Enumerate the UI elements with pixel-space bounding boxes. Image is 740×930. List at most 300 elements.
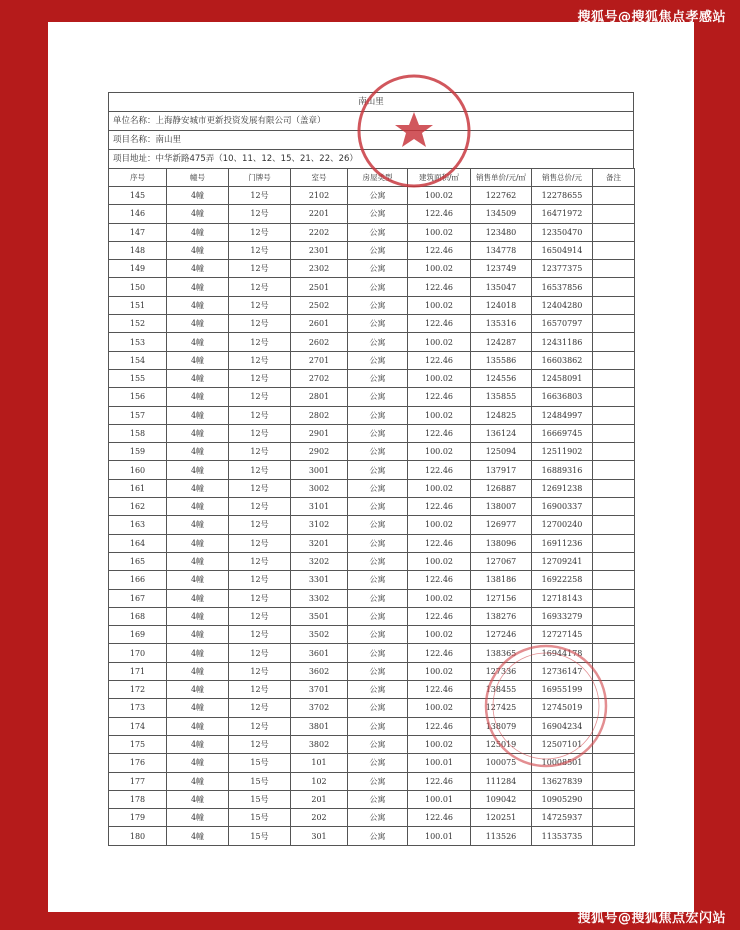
column-header: 序号 <box>109 169 167 187</box>
table-cell: 公寓 <box>348 717 408 735</box>
table-cell: 100.02 <box>408 406 471 424</box>
table-cell: 公寓 <box>348 406 408 424</box>
table-cell <box>593 607 635 625</box>
table-cell: 12号 <box>229 223 291 241</box>
table-cell: 3601 <box>291 644 348 662</box>
table-cell: 12号 <box>229 699 291 717</box>
table-cell <box>593 662 635 680</box>
table-cell: 124018 <box>471 296 532 314</box>
table-row <box>109 552 635 570</box>
table-cell: 202 <box>291 809 348 827</box>
table-cell: 134778 <box>471 241 532 259</box>
column-header: 门牌号 <box>229 169 291 187</box>
table-cell: 100.02 <box>408 699 471 717</box>
table-cell: 3201 <box>291 534 348 552</box>
table-cell: 122.46 <box>408 241 471 259</box>
table-row <box>109 589 635 607</box>
table-cell: 公寓 <box>348 278 408 296</box>
table-cell: 12号 <box>229 681 291 699</box>
table-cell: 12号 <box>229 187 291 205</box>
table-cell: 公寓 <box>348 571 408 589</box>
table-cell <box>593 443 635 461</box>
table-cell: 16900337 <box>532 498 593 516</box>
table-cell: 4幢 <box>167 443 229 461</box>
price-list-document <box>108 92 634 846</box>
table-cell: 12号 <box>229 717 291 735</box>
watermark-top: 搜狐号@搜狐焦点孝感站 <box>577 10 726 25</box>
table-row <box>109 809 635 827</box>
table-cell: 122762 <box>471 187 532 205</box>
table-cell: 160 <box>109 461 167 479</box>
table-cell: 4幢 <box>167 223 229 241</box>
table-cell: 175 <box>109 735 167 753</box>
table-cell: 158 <box>109 424 167 442</box>
table-cell: 122.46 <box>408 534 471 552</box>
table-cell: 12号 <box>229 205 291 223</box>
table-cell: 301 <box>291 827 348 845</box>
table-row <box>109 424 635 442</box>
table-cell: 4幢 <box>167 388 229 406</box>
table-cell: 122.46 <box>408 205 471 223</box>
table-cell <box>593 461 635 479</box>
table-cell: 3801 <box>291 717 348 735</box>
table-cell: 101 <box>291 754 348 772</box>
table-cell: 4幢 <box>167 662 229 680</box>
table-cell: 100.02 <box>408 626 471 644</box>
table-cell: 3802 <box>291 735 348 753</box>
table-cell: 16944178 <box>532 644 593 662</box>
table-cell: 122.46 <box>408 424 471 442</box>
table-cell: 11353735 <box>532 827 593 845</box>
table-cell: 122.46 <box>408 351 471 369</box>
table-cell: 12号 <box>229 607 291 625</box>
table-cell: 公寓 <box>348 754 408 772</box>
table-cell <box>593 644 635 662</box>
table-cell: 4幢 <box>167 790 229 808</box>
table-cell <box>593 754 635 772</box>
table-cell <box>593 260 635 278</box>
table-cell <box>593 809 635 827</box>
table-cell: 153 <box>109 333 167 351</box>
table-cell <box>593 479 635 497</box>
table-cell: 公寓 <box>348 443 408 461</box>
table-cell <box>593 827 635 845</box>
table-cell: 15号 <box>229 754 291 772</box>
table-cell: 3701 <box>291 681 348 699</box>
table-cell: 125019 <box>471 735 532 753</box>
table-cell: 4幢 <box>167 479 229 497</box>
table-cell <box>593 571 635 589</box>
table-cell: 146 <box>109 205 167 223</box>
table-cell: 164 <box>109 534 167 552</box>
table-cell <box>593 223 635 241</box>
table-row <box>109 717 635 735</box>
table-cell: 2501 <box>291 278 348 296</box>
table-cell: 4幢 <box>167 644 229 662</box>
table-row <box>109 754 635 772</box>
table-cell: 2502 <box>291 296 348 314</box>
table-cell: 2302 <box>291 260 348 278</box>
table-cell <box>593 296 635 314</box>
table-cell: 111284 <box>471 772 532 790</box>
table-cell: 100.02 <box>408 479 471 497</box>
table-cell: 16922258 <box>532 571 593 589</box>
table-cell: 122.46 <box>408 644 471 662</box>
table-cell: 12号 <box>229 443 291 461</box>
table-cell: 4幢 <box>167 241 229 259</box>
table-cell: 12号 <box>229 461 291 479</box>
table-cell: 12377375 <box>532 260 593 278</box>
table-cell: 179 <box>109 809 167 827</box>
table-row <box>109 827 635 845</box>
table-cell: 166 <box>109 571 167 589</box>
table-cell: 100.02 <box>408 552 471 570</box>
table-row <box>109 626 635 644</box>
table-cell <box>593 589 635 607</box>
column-header: 建筑面积/㎡ <box>408 169 471 187</box>
table-cell <box>593 424 635 442</box>
watermark-bottom: 搜狐号@搜狐焦点宏闪站 <box>577 911 726 926</box>
table-cell: 163 <box>109 516 167 534</box>
table-cell: 4幢 <box>167 589 229 607</box>
table-cell: 公寓 <box>348 388 408 406</box>
table-cell: 12号 <box>229 260 291 278</box>
project-address-row: 项目地址：中华新路475弄（10、11、12、15、21、22、26） <box>108 149 634 168</box>
table-cell: 124825 <box>471 406 532 424</box>
table-cell <box>593 717 635 735</box>
table-cell: 12458091 <box>532 369 593 387</box>
table-cell: 100.02 <box>408 516 471 534</box>
table-cell: 2102 <box>291 187 348 205</box>
table-cell: 公寓 <box>348 790 408 808</box>
table-cell: 公寓 <box>348 626 408 644</box>
table-cell: 122.46 <box>408 315 471 333</box>
table-cell: 15号 <box>229 809 291 827</box>
table-cell: 100.01 <box>408 827 471 845</box>
table-cell: 12709241 <box>532 552 593 570</box>
table-cell: 16471972 <box>532 205 593 223</box>
table-cell: 100.02 <box>408 662 471 680</box>
table-cell: 178 <box>109 790 167 808</box>
table-cell: 12号 <box>229 406 291 424</box>
table-cell: 155 <box>109 369 167 387</box>
table-cell: 4幢 <box>167 516 229 534</box>
table-cell: 134509 <box>471 205 532 223</box>
table-cell <box>593 498 635 516</box>
table-cell: 135855 <box>471 388 532 406</box>
table-cell: 4幢 <box>167 260 229 278</box>
table-cell: 公寓 <box>348 424 408 442</box>
table-cell: 4幢 <box>167 827 229 845</box>
table-row <box>109 772 635 790</box>
table-cell: 4幢 <box>167 626 229 644</box>
table-cell: 公寓 <box>348 260 408 278</box>
table-cell: 100.02 <box>408 589 471 607</box>
table-cell: 100.02 <box>408 223 471 241</box>
table-cell <box>593 333 635 351</box>
table-cell: 4幢 <box>167 333 229 351</box>
table-cell <box>593 241 635 259</box>
table-cell: 14725937 <box>532 809 593 827</box>
table-cell: 135316 <box>471 315 532 333</box>
table-cell: 3702 <box>291 699 348 717</box>
table-cell: 16603862 <box>532 351 593 369</box>
table-cell: 公寓 <box>348 699 408 717</box>
table-cell: 120251 <box>471 809 532 827</box>
table-cell: 16933279 <box>532 607 593 625</box>
table-cell: 169 <box>109 626 167 644</box>
table-row <box>109 571 635 589</box>
table-cell: 16636803 <box>532 388 593 406</box>
table-row <box>109 296 635 314</box>
table-cell: 170 <box>109 644 167 662</box>
table-row <box>109 369 635 387</box>
table-cell: 12431186 <box>532 333 593 351</box>
table-cell: 公寓 <box>348 315 408 333</box>
table-cell: 10905290 <box>532 790 593 808</box>
table-cell: 123749 <box>471 260 532 278</box>
table-cell: 公寓 <box>348 644 408 662</box>
table-cell: 2602 <box>291 333 348 351</box>
table-cell: 12号 <box>229 662 291 680</box>
table-cell: 127425 <box>471 699 532 717</box>
table-cell <box>593 516 635 534</box>
table-cell: 公寓 <box>348 735 408 753</box>
table-cell: 138186 <box>471 571 532 589</box>
table-row <box>109 534 635 552</box>
table-cell: 126977 <box>471 516 532 534</box>
table-cell: 12278655 <box>532 187 593 205</box>
table-cell: 138455 <box>471 681 532 699</box>
table-cell: 122.46 <box>408 278 471 296</box>
table-cell <box>593 552 635 570</box>
table-cell: 137917 <box>471 461 532 479</box>
table-cell: 100.02 <box>408 187 471 205</box>
table-cell: 127246 <box>471 626 532 644</box>
table-cell: 公寓 <box>348 205 408 223</box>
column-header: 房屋类型 <box>348 169 408 187</box>
table-cell: 3301 <box>291 571 348 589</box>
table-row <box>109 351 635 369</box>
document-title: 南山里 <box>108 92 634 111</box>
table-cell: 公寓 <box>348 187 408 205</box>
table-cell: 12号 <box>229 479 291 497</box>
table-cell: 公寓 <box>348 662 408 680</box>
table-cell: 4幢 <box>167 187 229 205</box>
table-cell: 12号 <box>229 498 291 516</box>
table-cell: 2901 <box>291 424 348 442</box>
table-cell: 127067 <box>471 552 532 570</box>
table-cell: 150 <box>109 278 167 296</box>
table-cell: 4幢 <box>167 424 229 442</box>
table-cell: 125094 <box>471 443 532 461</box>
table-row <box>109 187 635 205</box>
table-cell: 公寓 <box>348 461 408 479</box>
table-cell: 公寓 <box>348 498 408 516</box>
column-header: 室号 <box>291 169 348 187</box>
table-cell: 159 <box>109 443 167 461</box>
table-cell: 3102 <box>291 516 348 534</box>
table-row <box>109 205 635 223</box>
table-row <box>109 662 635 680</box>
table-cell: 4幢 <box>167 571 229 589</box>
table-cell: 3101 <box>291 498 348 516</box>
table-cell: 4幢 <box>167 315 229 333</box>
table-cell: 12700240 <box>532 516 593 534</box>
table-cell: 4幢 <box>167 735 229 753</box>
table-cell: 4幢 <box>167 717 229 735</box>
table-cell: 138365 <box>471 644 532 662</box>
table-cell: 12号 <box>229 333 291 351</box>
table-cell: 124556 <box>471 369 532 387</box>
table-cell: 12号 <box>229 296 291 314</box>
table-cell <box>593 681 635 699</box>
table-cell: 100.01 <box>408 790 471 808</box>
table-cell: 4幢 <box>167 809 229 827</box>
table-cell: 100.02 <box>408 333 471 351</box>
table-cell: 149 <box>109 260 167 278</box>
table-cell: 2202 <box>291 223 348 241</box>
table-cell: 公寓 <box>348 516 408 534</box>
table-cell: 12718143 <box>532 589 593 607</box>
table-cell: 12号 <box>229 552 291 570</box>
table-cell: 165 <box>109 552 167 570</box>
table-cell: 12691238 <box>532 479 593 497</box>
table-cell: 12号 <box>229 278 291 296</box>
column-header: 销售总价/元 <box>532 169 593 187</box>
table-cell: 4幢 <box>167 296 229 314</box>
table-row <box>109 790 635 808</box>
table-row <box>109 699 635 717</box>
table-cell: 13627839 <box>532 772 593 790</box>
table-cell <box>593 626 635 644</box>
table-cell: 127336 <box>471 662 532 680</box>
table-cell: 167 <box>109 589 167 607</box>
table-cell: 135047 <box>471 278 532 296</box>
table-cell: 154 <box>109 351 167 369</box>
table-cell <box>593 315 635 333</box>
table-row <box>109 315 635 333</box>
table-cell: 127156 <box>471 589 532 607</box>
table-cell: 12350470 <box>532 223 593 241</box>
table-cell: 公寓 <box>348 589 408 607</box>
table-cell: 3502 <box>291 626 348 644</box>
table-cell: 138079 <box>471 717 532 735</box>
table-cell: 136124 <box>471 424 532 442</box>
table-cell: 12号 <box>229 369 291 387</box>
table-cell: 4幢 <box>167 205 229 223</box>
table-cell: 122.46 <box>408 809 471 827</box>
table-row <box>109 479 635 497</box>
table-cell: 16955199 <box>532 681 593 699</box>
table-cell: 16570797 <box>532 315 593 333</box>
table-cell: 4幢 <box>167 461 229 479</box>
table-cell: 12号 <box>229 424 291 442</box>
table-cell: 4幢 <box>167 699 229 717</box>
table-cell: 147 <box>109 223 167 241</box>
column-header: 备注 <box>593 169 635 187</box>
table-row <box>109 406 635 424</box>
column-header: 幢号 <box>167 169 229 187</box>
table-cell <box>593 388 635 406</box>
table-cell: 162 <box>109 498 167 516</box>
table-cell: 122.46 <box>408 498 471 516</box>
table-cell: 公寓 <box>348 296 408 314</box>
table-row <box>109 443 635 461</box>
table-cell: 122.46 <box>408 681 471 699</box>
table-row <box>109 333 635 351</box>
table-cell: 12404280 <box>532 296 593 314</box>
table-cell: 122.46 <box>408 717 471 735</box>
table-cell: 172 <box>109 681 167 699</box>
table-cell: 122.46 <box>408 461 471 479</box>
table-cell: 10008501 <box>532 754 593 772</box>
table-row <box>109 516 635 534</box>
table-cell: 138096 <box>471 534 532 552</box>
table-cell: 公寓 <box>348 772 408 790</box>
table-cell: 3602 <box>291 662 348 680</box>
table-row <box>109 644 635 662</box>
table-cell: 100.02 <box>408 443 471 461</box>
table-cell: 138007 <box>471 498 532 516</box>
table-cell: 2301 <box>291 241 348 259</box>
table-cell: 100.02 <box>408 369 471 387</box>
table-cell: 4幢 <box>167 607 229 625</box>
table-cell: 173 <box>109 699 167 717</box>
table-cell: 2802 <box>291 406 348 424</box>
table-cell: 12736147 <box>532 662 593 680</box>
table-cell: 102 <box>291 772 348 790</box>
table-cell: 3302 <box>291 589 348 607</box>
table-cell <box>593 278 635 296</box>
table-cell: 2801 <box>291 388 348 406</box>
table-cell <box>593 205 635 223</box>
project-name-row: 项目名称：南山里 <box>108 130 634 149</box>
table-cell: 公寓 <box>348 607 408 625</box>
table-row <box>109 735 635 753</box>
table-cell: 157 <box>109 406 167 424</box>
table-cell: 12号 <box>229 315 291 333</box>
table-cell: 2902 <box>291 443 348 461</box>
table-row <box>109 241 635 259</box>
unit-name-row: 单位名称：上海静安城市更新投资发展有限公司（盖章） <box>108 111 634 130</box>
table-cell: 113526 <box>471 827 532 845</box>
table-row <box>109 607 635 625</box>
table-cell: 12号 <box>229 589 291 607</box>
table-row <box>109 498 635 516</box>
table-cell: 12745019 <box>532 699 593 717</box>
table-cell: 16669745 <box>532 424 593 442</box>
table-row <box>109 681 635 699</box>
table-cell: 15号 <box>229 790 291 808</box>
table-row <box>109 260 635 278</box>
table-cell: 174 <box>109 717 167 735</box>
table-cell: 3001 <box>291 461 348 479</box>
table-cell: 145 <box>109 187 167 205</box>
table-cell: 12507101 <box>532 735 593 753</box>
table-cell: 公寓 <box>348 333 408 351</box>
table-cell: 171 <box>109 662 167 680</box>
table-cell: 135586 <box>471 351 532 369</box>
table-cell: 12号 <box>229 534 291 552</box>
table-cell: 16904234 <box>532 717 593 735</box>
table-cell: 公寓 <box>348 534 408 552</box>
table-cell: 12号 <box>229 516 291 534</box>
table-cell: 122.46 <box>408 772 471 790</box>
table-cell: 100.02 <box>408 296 471 314</box>
table-cell: 3501 <box>291 607 348 625</box>
table-cell: 公寓 <box>348 552 408 570</box>
